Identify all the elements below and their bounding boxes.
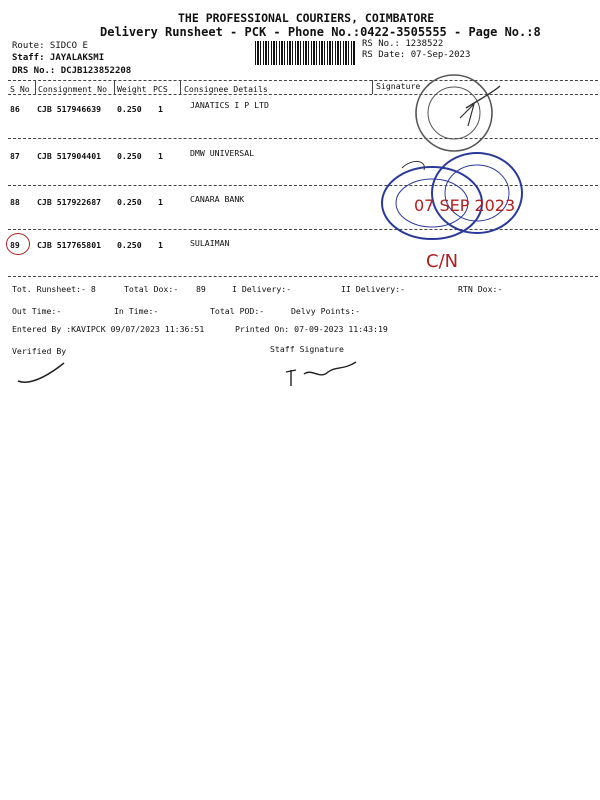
- janatics-stamp: [404, 68, 504, 158]
- rs-number: RS No.: 1238522: [362, 39, 444, 49]
- rtn-dox: RTN Dox:-: [458, 284, 503, 294]
- table-header-rule: [8, 94, 598, 95]
- out-time: Out Time:-: [12, 306, 62, 316]
- entered-by: Entered By :KAVIPCK 09/07/2023 11:36:51: [12, 324, 205, 334]
- col-header-consignee: Consignee Details: [184, 84, 268, 94]
- company-title: THE PROFESSIONAL COURIERS, COIMBATORE: [178, 11, 435, 25]
- row-weight: 0.250: [117, 104, 142, 114]
- staff-signature: [282, 358, 362, 393]
- printed-on: Printed On: 07-09-2023 11:43:19: [235, 324, 388, 334]
- total-dox-label: Total Dox:-: [124, 284, 179, 294]
- row-consignment: CJB 517946639: [37, 104, 102, 114]
- col-header-pcs: PCS: [153, 84, 168, 94]
- row-pcs: 1: [158, 197, 163, 207]
- i-delivery: I Delivery:-: [232, 284, 292, 294]
- route-label: Route: SIDCO E: [12, 41, 88, 51]
- row-sno: 88: [10, 197, 20, 207]
- row-consignment: CJB 517904401: [37, 151, 102, 161]
- handwritten-cin: C/N: [426, 251, 459, 272]
- drs-number: DRS No.: DCJB123852208: [12, 66, 132, 76]
- rs-date: RS Date: 07-Sep-2023: [362, 50, 471, 60]
- row-consignee: DMW UNIVERSAL: [190, 148, 255, 158]
- delvy-points: Delvy Points:-: [291, 306, 361, 316]
- row-sno: 87: [10, 151, 20, 161]
- row-consignee: SULAIMAN: [190, 238, 230, 248]
- row-weight: 0.250: [117, 240, 142, 250]
- staff-label: Staff: JAYALAKSMI: [12, 53, 105, 63]
- row-pcs: 1: [158, 240, 163, 250]
- verified-by-label: Verified By: [12, 346, 67, 356]
- row-pcs: 1: [158, 104, 163, 114]
- col-header-signature: Signature: [376, 81, 421, 91]
- total-dox-value: 89: [196, 284, 206, 294]
- staff-signature-label: Staff Signature: [270, 344, 344, 354]
- row-consignee: CANARA BANK: [190, 194, 245, 204]
- col-header-sno: S No: [10, 84, 30, 94]
- table-top-rule: [8, 80, 598, 81]
- row-weight: 0.250: [117, 197, 142, 207]
- total-pod: Total POD:-: [210, 306, 265, 316]
- col-divider: [35, 80, 36, 94]
- row-sno: 89: [10, 240, 20, 250]
- row-divider: [8, 138, 598, 139]
- table-bottom-rule: [8, 276, 598, 277]
- col-divider: [180, 80, 181, 94]
- row-pcs: 1: [158, 151, 163, 161]
- verified-signature: [14, 355, 74, 390]
- col-header-consignment: Consignment No: [38, 84, 108, 94]
- row-consignment: CJB 517922687: [37, 197, 102, 207]
- row-weight: 0.250: [117, 151, 142, 161]
- col-header-weight: Weight: [117, 84, 147, 94]
- barcode: [255, 41, 355, 65]
- in-time: In Time:-: [114, 306, 159, 316]
- row-sno: 86: [10, 104, 20, 114]
- col-divider: [114, 80, 115, 94]
- ii-delivery: II Delivery:-: [341, 284, 406, 294]
- row-consignment: CJB 517765801: [37, 240, 102, 250]
- row-consignee: JANATICS I P LTD: [190, 100, 269, 110]
- tot-runsheet: Tot. Runsheet:- 8: [12, 284, 96, 294]
- runsheet-subtitle: Delivery Runsheet - PCK - Phone No.:0422-3505555 - Page No.:8: [100, 25, 541, 39]
- col-divider: [372, 80, 373, 94]
- received-date-stamp: 07 SEP 2023: [414, 196, 516, 215]
